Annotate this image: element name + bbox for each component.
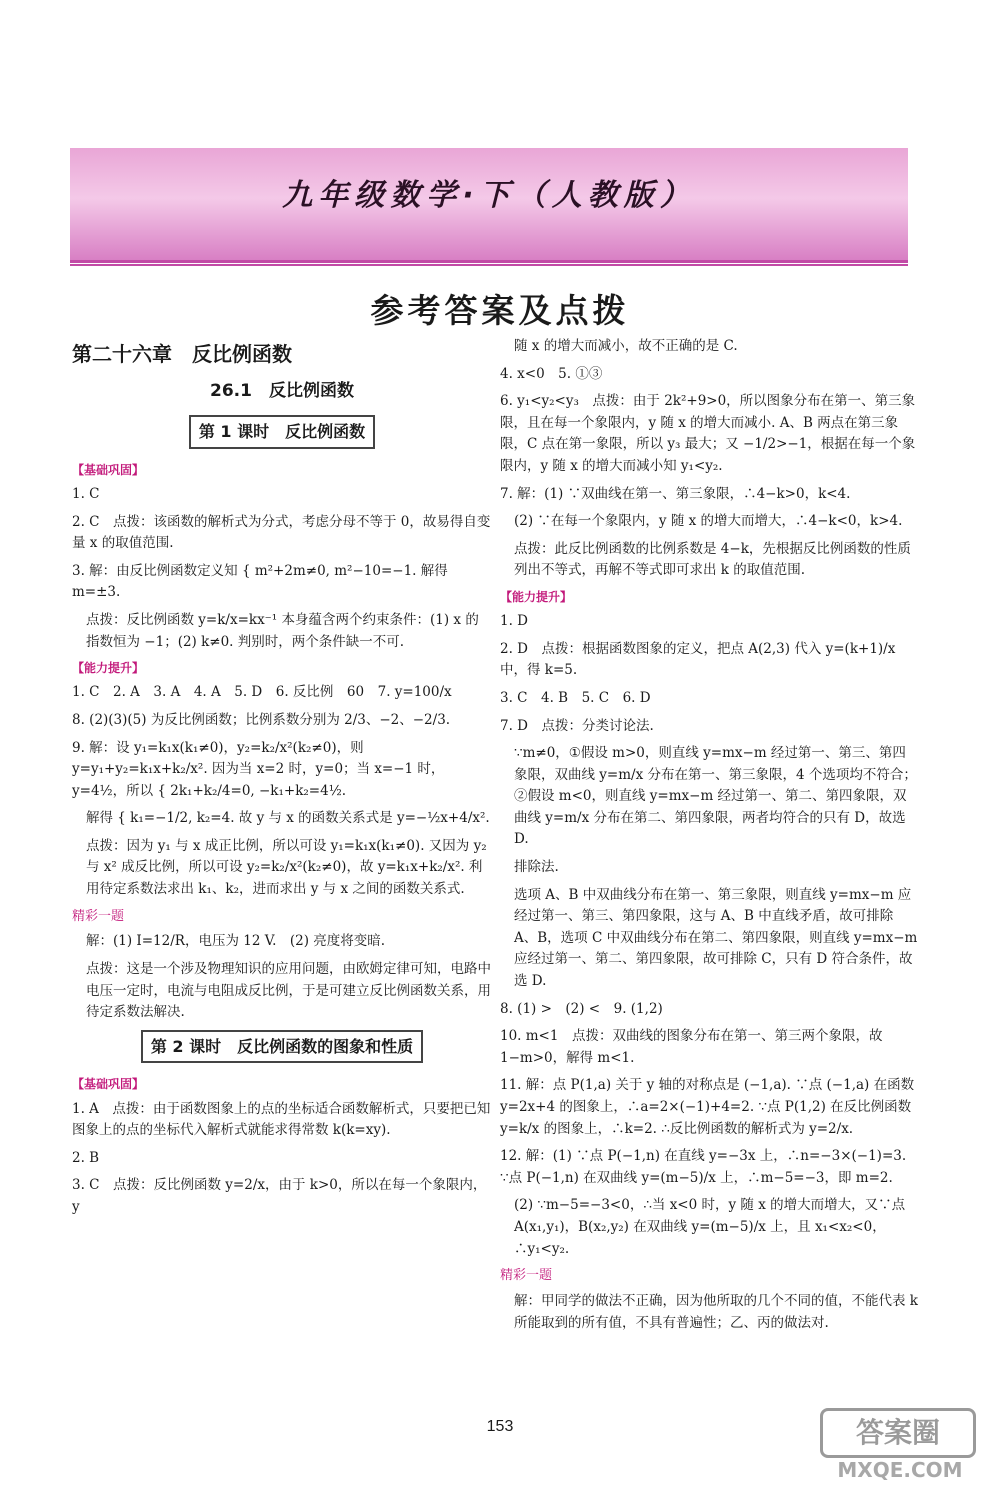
answer-line: 1. C 2. A 3. A 4. A 5. D 6. 反比例 60 7. y=100/x	[72, 684, 452, 701]
hint-line: 点拨：反比例函数 y=k/x=kx⁻¹ 本身蕴含两个约束条件：(1) x 的指数恒为 −1；(2) k≠0. 判别时，两个条件缺一不可.	[86, 611, 479, 650]
tag-basic: 【基础巩固】	[72, 1077, 145, 1092]
answer-line: 7. 解：(1) ∵双曲线在第一、第三象限，∴4−k>0，k<4.	[500, 485, 851, 502]
answer-line: 9. 解：设 y₁=k₁x(k₁≠0)，y₂=k₂/x²(k₂≠0)，则 y=y₁+y₂=k₁x+k₂/x². 因为当 x=2 时，y=0；当 x=−1 时，y=4½，所以 { 2k₁+k₂/4=0, −k₁+k₂=4½.	[72, 739, 445, 799]
tag-advance: 【能力提升】	[500, 589, 573, 604]
answer-line: 3. 解：由反比例函数定义知 { m²+2m≠0, m²−10=−1. 解得 m=±3.	[72, 562, 448, 601]
answer-line: 解得 { k₁=−1/2, k₂=4. 故 y 与 x 的函数关系式是 y=−½x+4/x².	[86, 810, 490, 827]
answer-line: 解：(1) I=12/R，电压为 12 V. (2) 亮度将变暗.	[86, 933, 386, 950]
right-column	[500, 336, 918, 1340]
answer-line: 4. x<0 5. ①③	[500, 365, 603, 382]
lesson-1-heading: 第 1 课时 反比例函数	[72, 415, 492, 449]
tag-highlight: 精彩一题	[72, 908, 125, 924]
answer-line: 12. 解：(1) ∵点 P(−1,n) 在直线 y=−3x 上，∴n=−3×(−1)=3. ∵点 P(−1,n) 在双曲线 y=(m−5)/x 上，∴m−5=−3，即 m=2.	[500, 1148, 907, 1186]
answer-line: 3. C 4. B 5. C 6. D	[500, 689, 651, 706]
book-title: 九年级数学·下（人教版）	[282, 178, 696, 213]
answer-line: 2. D 点拨：根据函数图象的定义，把点 A(2,3) 代入 y=(k+1)/x 中，得 k=5.	[500, 640, 896, 679]
hint-line: 点拨：因为 y₁ 与 x 成正比例，所以可设 y₁=k₁x(k₁≠0). 又因为 y₂ 与 x² 成反比例，所以可设 y₂=k₂/x²(k₂≠0)，故 y=k₁x+k₂/x². 利用待定系数法求出 k₁、k₂，进而求出 y 与 x 之间的函数关系式.	[86, 837, 487, 898]
answer-line: ∵m≠0，①假设 m>0，则直线 y=mx−m 经过第一、第三、第四象限，双曲线 y=m/x 分布在第一、第三象限，4 个选项均不符合；②假设 m<0，则直线 y=mx−m 经过第一、第二、第四象限，双曲线 y=m/x 分布在第二、第四象限，两者均符合的只有 D，故选 D.	[514, 745, 917, 848]
answer-line: (2) ∵在每一个象限内，y 随 x 的增大而增大，∴4−k<0，k>4.	[514, 513, 903, 530]
answer-line: 8. (2)(3)(5) 为反比例函数；比例系数分别为 2/3、−2、−2/3.	[72, 711, 451, 728]
answer-line: 3. C 点拨：反比例函数 y=2/x，由于 k>0，所以在每一个象限内，y	[72, 1177, 487, 1215]
answer-line: 8. (1) > (2) < 9. (1,2)	[500, 1000, 663, 1017]
lesson-2-heading: 第 2 课时 反比例函数的图象和性质	[72, 1030, 492, 1064]
header-banner	[70, 148, 908, 263]
answer-line: 解：甲同学的做法不正确，因为他所取的几个不同的值，不能代表 k 所能取到的所有值，不具有普遍性；乙、丙的做法对.	[514, 1292, 918, 1331]
watermark-logo-text: 答案圈	[820, 1408, 976, 1458]
answer-line: 1. A 点拨：由于函数图象上的点的坐标适合函数解析式，只要把已知图象上的点的坐标代入解析式就能求得常数 k(k=xy).	[72, 1100, 491, 1139]
page-number: 153	[486, 1418, 514, 1435]
answer-line: 10. m<1 点拨：双曲线的图象分布在第一、第三两个象限，故 1−m>0，解得 m<1.	[500, 1028, 883, 1066]
section-heading: 26.1 反比例函数	[210, 381, 354, 401]
chapter-heading: 第二十六章 反比例函数	[72, 342, 292, 366]
watermark-logo	[820, 1408, 980, 1488]
answer-line: 2. C 点拨：该函数的解析式为分式，考虑分母不等于 0，故易得自变量 x 的取值范围.	[72, 513, 491, 552]
answer-line: 6. y₁<y₂<y₃ 点拨：由于 2k²+9>0，所以图象分布在第一、第三象限，且在每一个象限内，y 随 x 的增大而减小. A、B 两点在第三象限，C 点在第一象限，所以 y₃ 最大；又 −1/2>−1，根据在每一个象限内，y 随 x 的增大而减小知 y₁<y₂.	[500, 393, 916, 474]
answer-line: 随 x 的增大而减小，故不正确的是 C.	[514, 338, 738, 354]
answer-line: 7. D 点拨：分类讨论法.	[500, 717, 654, 734]
watermark-url: MXQE.COM	[837, 1458, 963, 1482]
answer-line: 排除法.	[514, 859, 559, 876]
answer-line: 11. 解：点 P(1,a) 关于 y 轴的对称点是 (−1,a). ∵点 (−1,a) 在函数 y=2x+4 的图象上，∴a=2×(−1)+4=2. ∵点 P(1,2) 在反比例函数 y=k/x 的图象上，∴k=2. ∴反比例函数的解析式为 y=2/x.	[500, 1077, 915, 1137]
page-title: 参考答案及点拨	[370, 291, 630, 330]
answer-line: 1. C	[72, 485, 100, 502]
answer-line: (2) ∵m−5=−3<0，∴当 x<0 时，y 随 x 的增大而增大，又∵点 A(x₁,y₁)，B(x₂,y₂) 在双曲线 y=(m−5)/x 上，且 x₁<x₂<0，∴y₁<y₂.	[514, 1197, 906, 1257]
answer-line: 选项 A、B 中双曲线分布在第一、第三象限，则直线 y=mx−m 应经过第一、第三、第四象限，这与 A、B 中直线矛盾，故可排除 A、B，选项 C 中双曲线分布在第二、第四象限，则直线 y=mx−m 应经过第一、第二、第四象限，故可排除 C，只有 D 符合条件，故选 D.	[514, 886, 918, 990]
left-column	[72, 336, 492, 1225]
hint-line: 点拨：这是一个涉及物理知识的应用问题，由欧姆定律可知，电路中电压一定时，电流与电阻成反比例，于是可建立反比例函数关系，用待定系数法解决.	[86, 961, 491, 1021]
tag-highlight: 精彩一题	[500, 1268, 553, 1284]
hint-line: 点拨：此反比例函数的比例系数是 4−k，先根据反比例函数的性质列出不等式，再解不等式即可求出 k 的取值范围.	[514, 540, 911, 579]
answer-line: 2. B	[72, 1149, 100, 1166]
tag-advance: 【能力提升】	[72, 661, 145, 676]
answer-line: 1. D	[500, 613, 528, 630]
banner-divider	[70, 264, 908, 266]
tag-basic: 【基础巩固】	[72, 462, 145, 477]
